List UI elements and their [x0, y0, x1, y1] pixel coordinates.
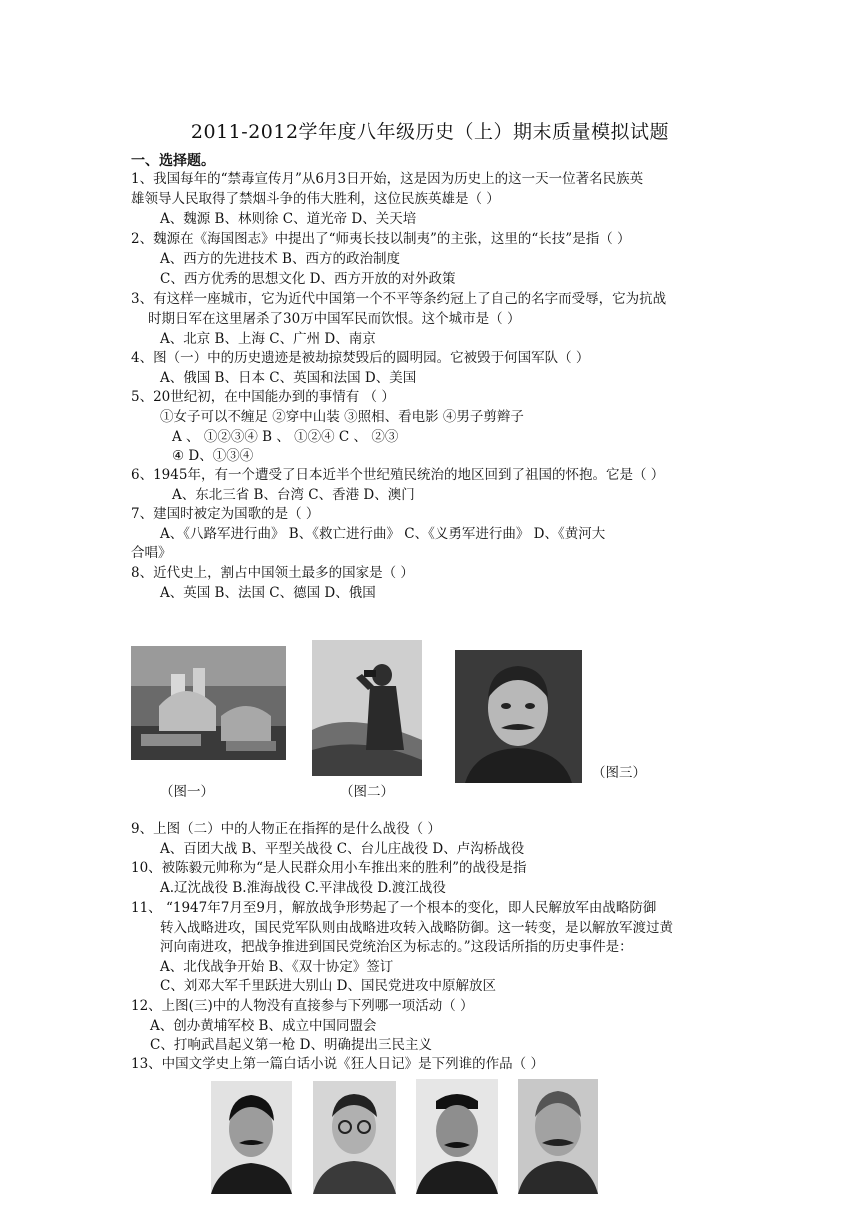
q13-line1: 13、中国文学史上第一篇白话小说《狂人日记》是下列谁的作品（ ） [131, 1056, 544, 1072]
q9-options: A、百团大战 B、平型关战役 C、台儿庄战役 D、卢沟桥战役 [160, 841, 525, 857]
q11-options-ab: A、北伐战争开始 B、《双十协定》签订 [160, 959, 394, 975]
q1-line1: 1、我国每年的“禁毒宣传月”从6月3日开始，这是因为历史上的这一天一位著名民族英 [131, 171, 644, 187]
q3-line2: 时期日军在这里屠杀了30万中国军民而饮恨。这个城市是（ ） [148, 311, 521, 327]
q13-portrait-b [313, 1081, 396, 1194]
q8-line1: 8、近代史上，割占中国领土最多的国家是（ ） [131, 565, 414, 581]
q3-options: A、北京 B、上海 C、广州 D、南京 [160, 331, 376, 347]
q4-line1: 4、图（一）中的历史遗迹是被劫掠焚毁后的圆明园。它被毁于何国军队（ ） [131, 350, 590, 366]
q3-line1: 3、有这样一座城市，它为近代中国第一个不平等条约冠上了自己的名字而受辱，它为抗战 [131, 291, 667, 307]
q2-options-ab: A、西方的先进技术 B、西方的政治制度 [160, 251, 400, 267]
section-heading: 一、选择题。 [131, 153, 215, 169]
figure1-photo [131, 646, 286, 760]
figure2-caption: （图二） [340, 784, 394, 800]
q10-line1: 10、被陈毅元帅称为“是人民群众用小车推出来的胜利”的战役是指 [131, 860, 527, 876]
figure3-caption: （图三） [592, 765, 646, 781]
q7-options: A、《八路军进行曲》 B、《救亡进行曲》 C、《义勇军进行曲》 D、《黄河大 [160, 526, 606, 542]
q9-line1: 9、上图（二）中的人物正在指挥的是什么战役（ ） [131, 821, 441, 837]
q8-options: A、英国 B、法国 C、德国 D、俄国 [160, 585, 376, 601]
q13-portrait-a [211, 1081, 292, 1194]
q5-options-d: ④ D、①③④ [172, 448, 254, 464]
q6-options: A、东北三省 B、台湾 C、香港 D、澳门 [172, 487, 415, 503]
q11-line1: 11、 “1947年7月至9月，解放战争形势起了一个根本的变化，即人民解放军由战略防御 [131, 900, 657, 916]
q13-portrait-c [416, 1079, 498, 1194]
q1-options: A、魏源 B、林则徐 C、道光帝 D、关天培 [160, 211, 417, 227]
q5-line1: 5、20世纪初，在中国能办到的事情有 （ ） [131, 389, 395, 405]
q13-portrait-d [518, 1079, 598, 1194]
exam-title: 2011-2012学年度八年级历史（上）期末质量模拟试题 [190, 121, 670, 143]
q2-line1: 2、魏源在《海国图志》中提出了“师夷长技以制夷”的主张，这里的“长技”是指（ ） [131, 231, 631, 247]
q5-options-abc: A 、 ①②③④ B 、 ①②④ C 、 ②③ [172, 429, 399, 445]
q1-line2: 雄领导人民取得了禁烟斗争的伟大胜利，这位民族英雄是（ ） [131, 191, 500, 207]
q12-options-cd: C、打响武昌起义第一枪 D、明确提出三民主义 [150, 1037, 432, 1053]
q10-options: A.辽沈战役 B.淮海战役 C.平津战役 D.渡江战役 [160, 880, 446, 896]
figure3-photo [455, 650, 582, 783]
q11-line2: 转入战略进攻，国民党军队则由战略进攻转入战略防御。这一转变，是以解放军渡过黄 [160, 920, 673, 936]
q6-line1: 6、1945年，有一个遭受了日本近半个世纪殖民统治的地区回到了祖国的怀抱。它是（ ） [131, 467, 665, 483]
q11-line3: 河向南进攻，把战争推进到国民党统治区为标志的。”这段话所指的历史事件是： [160, 939, 633, 955]
q11-options-cd: C、刘邓大军千里跃进大别山 D、国民党进攻中原解放区 [160, 978, 496, 994]
q5-items: ①女子可以不缠足 ②穿中山装 ③照相、看电影 ④男子剪辫子 [160, 409, 524, 425]
q12-line1: 12、上图(三)中的人物没有直接参与下列哪一项活动（ ） [131, 998, 474, 1014]
figure1-caption: （图一） [160, 784, 214, 800]
q7-line1: 7、建国时被定为国歌的是（ ） [131, 506, 320, 522]
q7-options-cont: 合唱》 [131, 545, 172, 561]
q12-options-ab: A、创办黄埔军校 B、成立中国同盟会 [150, 1018, 377, 1034]
q2-options-cd: C、西方优秀的思想文化 D、西方开放的对外政策 [160, 271, 456, 287]
figure2-photo [312, 640, 422, 776]
q4-options: A、俄国 B、日本 C、英国和法国 D、美国 [160, 370, 417, 386]
